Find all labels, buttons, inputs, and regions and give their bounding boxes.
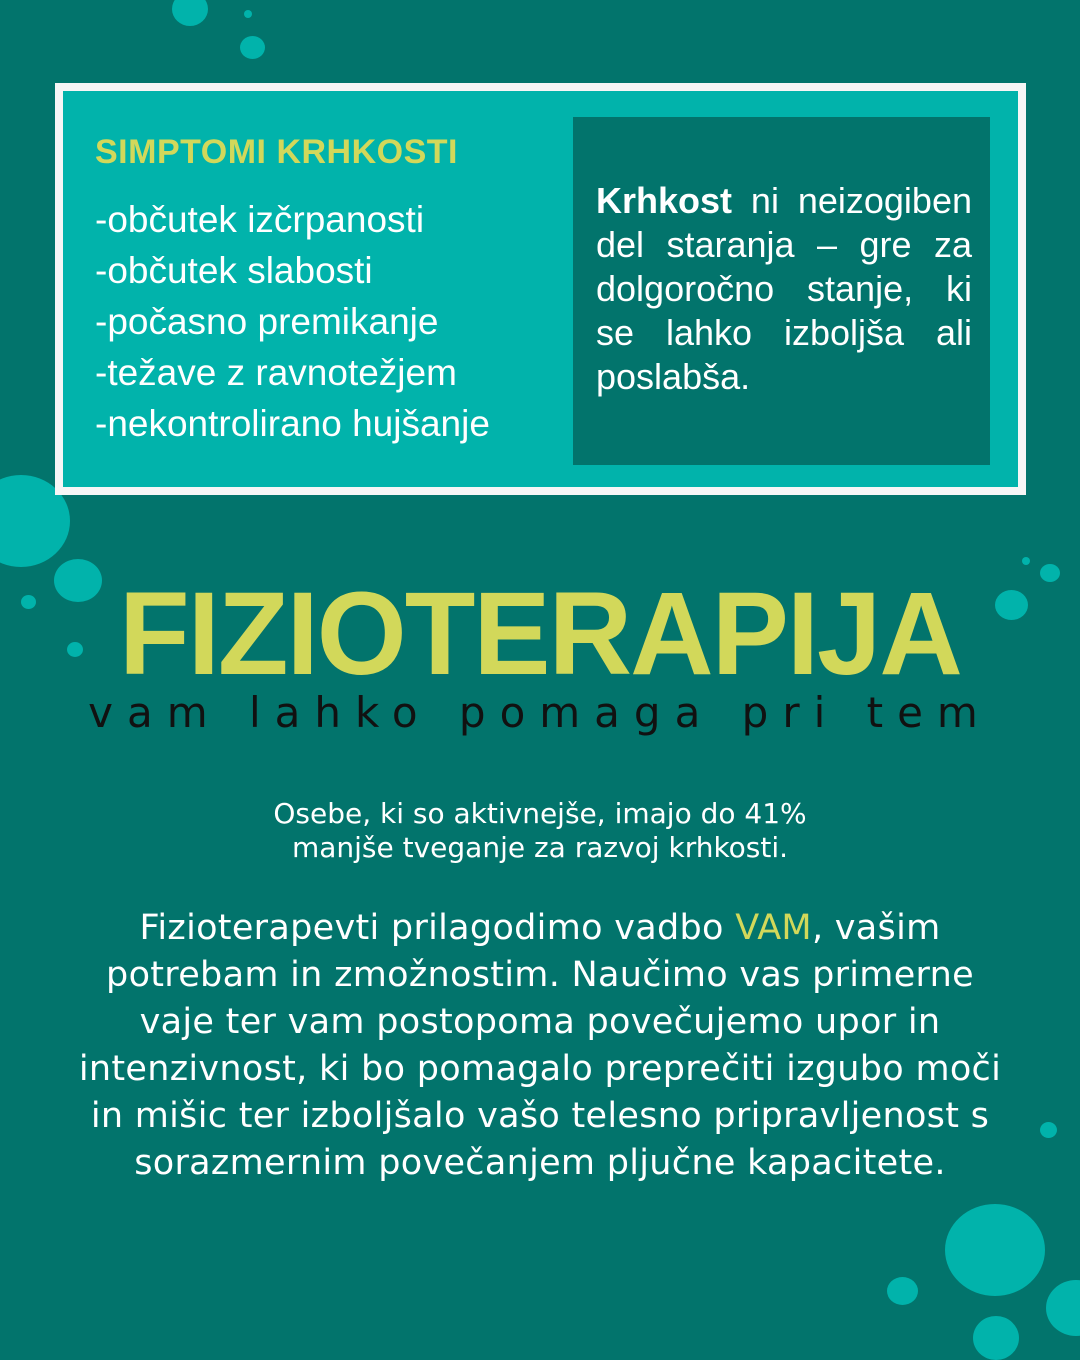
definition-text	[596, 179, 972, 399]
decorative-blob	[172, 0, 208, 26]
body-text-start: Fizioterapevti prilagodimo vadbo	[139, 908, 736, 948]
statistic-line: manjše tveganje za razvoj krhkosti.	[291, 831, 789, 864]
symptom-item: -občutek izčrpanosti	[95, 199, 425, 240]
decorative-blob	[973, 1316, 1019, 1360]
decorative-blob	[1040, 1122, 1057, 1138]
decorative-blob	[244, 10, 252, 18]
symptoms-list	[95, 194, 565, 449]
statistic-line: Osebe, ki so aktivnejše, imajo do 41%	[273, 797, 807, 830]
symptoms-panel	[95, 133, 565, 449]
headline-title: FIZIOTERAPIJA	[119, 568, 961, 700]
body-accent-word: VAM	[735, 908, 812, 948]
decorative-blob	[1022, 557, 1030, 565]
headline-subtitle: vam lahko pomaga pri tem	[88, 688, 992, 737]
decorative-blob	[887, 1277, 918, 1305]
body-text-rest: , vašim potrebam in zmožnostim. Naučimo vas primerne vaje ter vam postopoma povečujemo upor in intenzivnost, ki bo pomagalo preprečiti izgubo moči in mišic ter izboljšalo vašo telesno pripravljenost s sorazmernim povečanjem pljučne kapacitete.	[78, 908, 1002, 1183]
symptom-item: -težave z ravnotežjem	[95, 352, 457, 393]
decorative-blob	[1046, 1280, 1080, 1336]
symptoms-card	[55, 83, 1026, 495]
definition-body: ni neizogiben del staranja – gre za dolgoročno stanje, ki se lahko izboljša ali poslabša.	[596, 180, 972, 397]
symptom-item: -nekontrolirano hujšanje	[95, 403, 490, 444]
body-paragraph	[70, 905, 1010, 1187]
definition-term: Krhkost	[596, 180, 733, 221]
symptom-item: -občutek slabosti	[95, 250, 373, 291]
statistic-text	[0, 797, 1080, 865]
symptoms-title: SIMPTOMI KRHKOSTI	[95, 133, 458, 171]
symptom-item: -počasno premikanje	[95, 301, 439, 342]
definition-box	[573, 117, 990, 465]
decorative-blob	[240, 36, 265, 59]
decorative-blob	[945, 1204, 1045, 1296]
